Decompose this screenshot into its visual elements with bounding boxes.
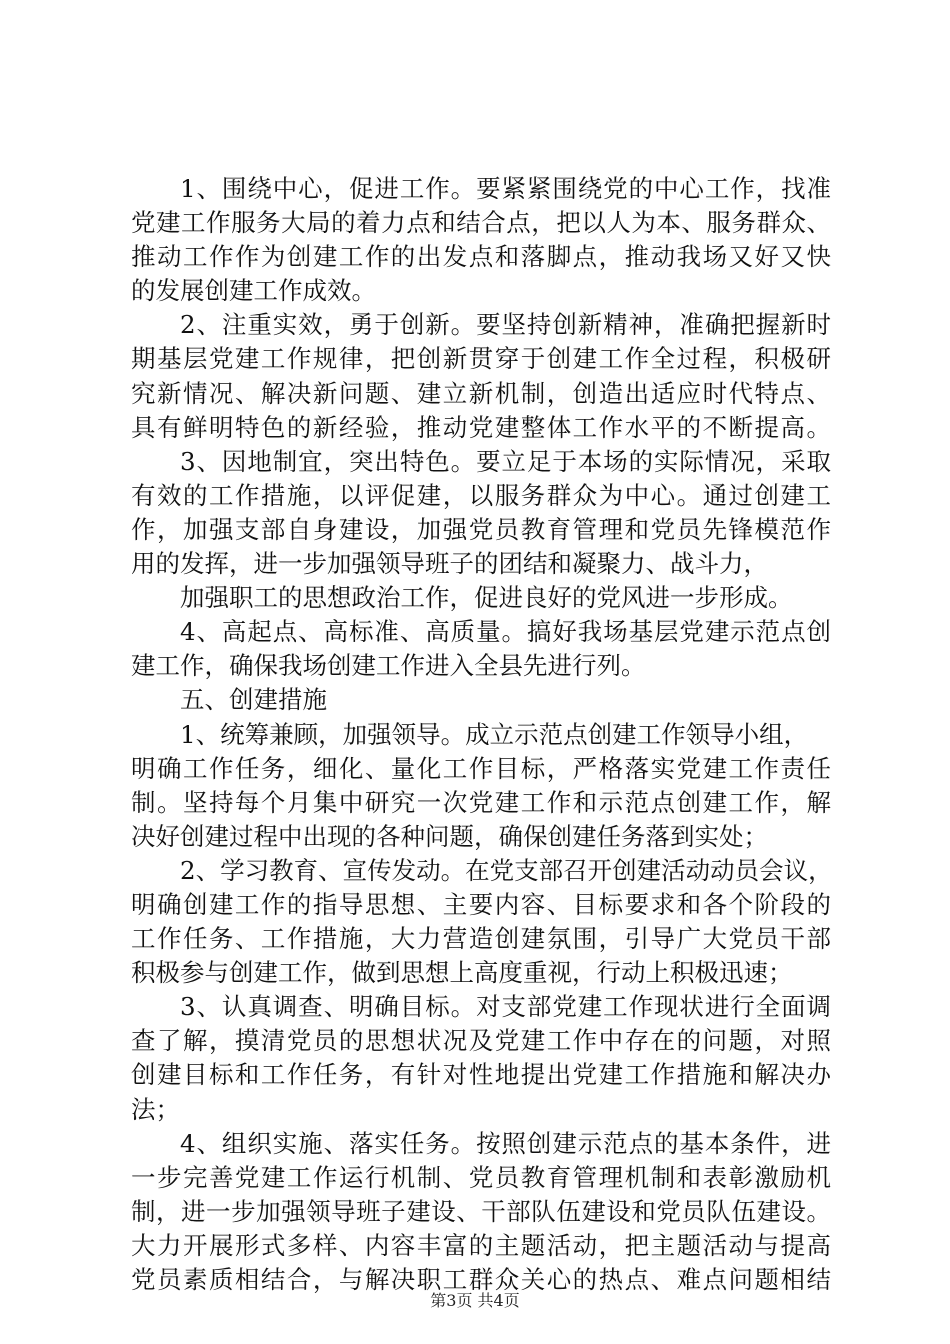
text-line: 4、组织实施、落实任务。按照创建示范点的基本条件，进	[180, 1128, 831, 1158]
text-line: 党建工作服务大局的着力点和结合点，把以人为本、服务群众、	[131, 208, 831, 238]
text-line: 创建目标和工作任务，有针对性地提出党建工作措施和解决办	[131, 1060, 831, 1090]
text-line: 的发展创建工作成效。	[131, 276, 376, 306]
text-line: 1、围绕中心，促进工作。要紧紧围绕党的中心工作，找准	[180, 174, 831, 203]
text-line: 积极参与创建工作，做到思想上高度重视，行动上积极迅速；	[131, 958, 793, 988]
text-line: 制。坚持每个月集中研究一次党建工作和示范点创建工作，解	[131, 787, 831, 817]
text-line: 期基层党建工作规律，把创新贯穿于创建工作全过程，积极研	[131, 344, 831, 374]
text-line: 有效的工作措施，以评促建，以服务群众为中心。通过创建工	[131, 480, 831, 510]
text-line: 党员素质相结合，与解决职工群众关心的热点、难点问题相结	[131, 1265, 831, 1294]
text-line: 明确创建工作的指导思想、主要内容、目标要求和各个阶段的	[131, 889, 831, 919]
text-line: 建工作，确保我场创建工作进入全县先进行列。	[131, 651, 646, 681]
text-line: 4、高起点、高标准、高质量。搞好我场基层党建示范点创	[180, 617, 831, 647]
text-line: 作，加强支部自身建设，加强党员教育管理和党员先锋模范作	[131, 514, 831, 544]
text-line: 具有鲜明特色的新经验，推动党建整体工作水平的不断提高。	[131, 412, 831, 442]
text-line: 明确工作任务，细化、量化工作目标，严格落实党建工作责任	[131, 753, 831, 783]
text-line: 加强职工的思想政治工作，促进良好的党风进一步形成。	[180, 583, 793, 613]
text-line: 一步完善党建工作运行机制、党员教育管理机制和表彰激励机	[131, 1162, 831, 1192]
text-line: 大力开展形式多样、内容丰富的主题活动，把主题活动与提高	[131, 1230, 831, 1260]
text-line: 决好创建过程中出现的各种问题，确保创建任务落到实处；	[131, 821, 768, 851]
page-footer: 第3页 共4页	[430, 1291, 520, 1310]
text-line: 法；	[131, 1094, 180, 1124]
text-line: 查了解，摸清党员的思想状况及党建工作中存在的问题，对照	[131, 1026, 831, 1056]
text-line: 制，进一步加强领导班子建设、干部队伍建设和党员队伍建设。	[131, 1196, 831, 1226]
text-line: 2、注重实效，勇于创新。要坚持创新精神，准确把握新时	[180, 310, 831, 340]
text-line: 五、创建措施	[180, 685, 327, 715]
document-body	[131, 172, 831, 1297]
text-line: 2、学习教育、宣传发动。在党支部召开创建活动动员会议，	[180, 855, 833, 885]
text-line: 1、统筹兼顾，加强领导。成立示范点创建工作领导小组，	[180, 719, 809, 749]
text-line: 3、认真调查、明确目标。对支部党建工作现状进行全面调	[180, 992, 831, 1022]
text-line: 推动工作作为创建工作的出发点和落脚点，推动我场又好又快	[131, 242, 831, 272]
text-line: 3、因地制宜，突出特色。要立足于本场的实际情况，采取	[180, 446, 831, 476]
text-line: 工作任务、工作措施，大力营造创建氛围，引导广大党员干部	[131, 924, 831, 954]
text-line: 究新情况、解决新问题、建立新机制，创造出适应时代特点、	[131, 378, 831, 408]
text-line: 用的发挥，进一步加强领导班子的团结和凝聚力、战斗力，	[131, 549, 768, 579]
